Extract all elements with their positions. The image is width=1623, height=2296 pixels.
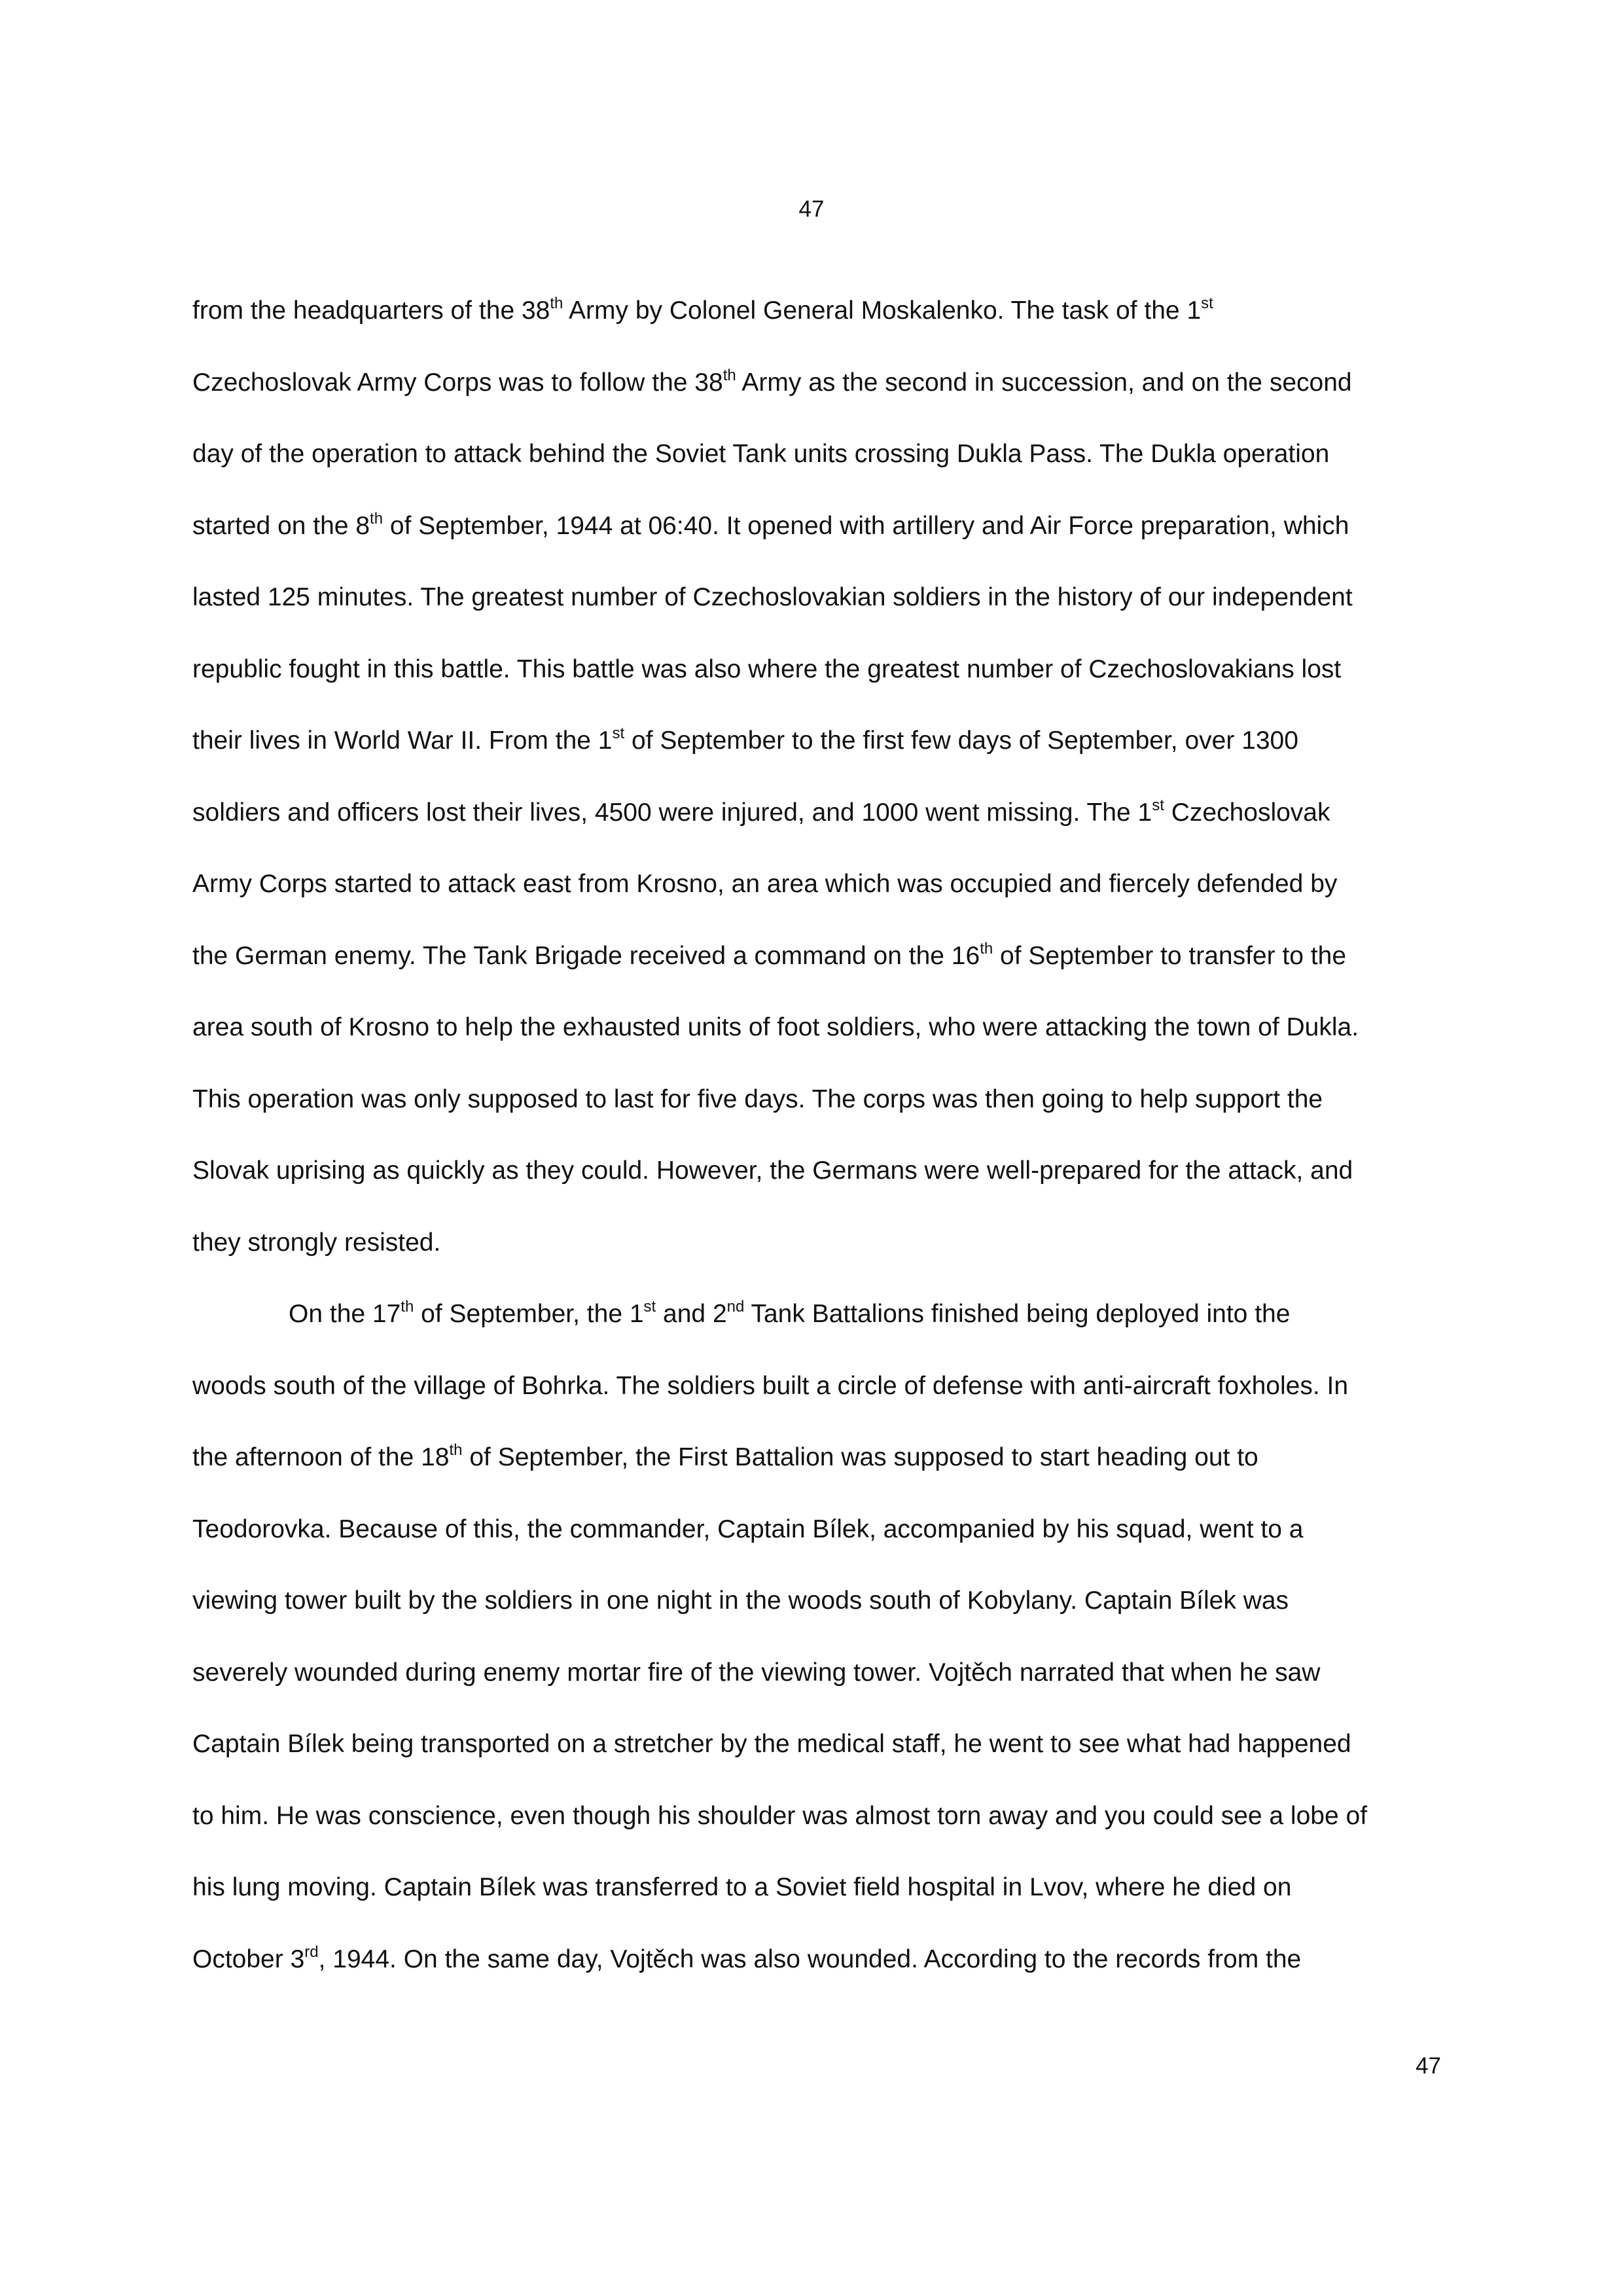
text-segment: Army by Colonel General Moskalenko. The task of the 1 [563,296,1202,325]
text-line [192,920,1455,992]
text-line [192,347,1455,419]
superscript: nd [726,1298,745,1316]
text-segment: of September, 1944 at 06:40. It opened with artillery and Air Force preparation, which [383,511,1349,540]
text-segment: This operation was only supposed to last for five days. The corps was then going to help support the [192,1085,1323,1113]
superscript: st [1152,796,1164,814]
text-line [192,1565,1455,1637]
text-line [192,1494,1455,1566]
page-number-bottom: 47 [1416,2053,1441,2079]
text-line [192,1064,1455,1136]
text-line [192,1135,1455,1207]
text-line [192,490,1455,562]
text-segment: and 2 [656,1300,727,1328]
text-segment: woods south of the village of Bohrka. The soldiers built a circle of defense with anti-aircraft foxholes. In [192,1371,1349,1400]
text-segment: Czechoslovak Army Corps was to follow the 38 [192,368,723,397]
text-line [192,1780,1455,1852]
text-line [192,562,1455,634]
text-segment: area south of Krosno to help the exhausted units of foot soldiers, who were attacking the town of Dukla. [192,1013,1359,1041]
superscript: th [401,1298,414,1316]
text-segment: the afternoon of the 18 [192,1443,450,1471]
text-segment: , 1944. On the same day, Vojtěch was also wounded. According to the records from the [318,1945,1302,1973]
text-line [192,1350,1455,1422]
text-segment: of September to the first few days of September, over 1300 [624,726,1298,755]
text-segment: they strongly resisted. [192,1228,441,1257]
superscript: st [1201,295,1213,312]
text-segment: Army as the second in succession, and on the second [736,368,1352,397]
text-line [192,1852,1455,1924]
text-line [192,418,1455,490]
superscript: th [370,509,383,528]
text-line [192,1278,1455,1350]
text-segment: On the 17 [289,1300,401,1328]
text-segment: the German enemy. The Tank Brigade received a command on the 16 [192,941,980,970]
superscript: st [612,725,625,742]
superscript: th [449,1441,463,1459]
text-segment: started on the 8 [192,511,370,540]
text-segment: Army Corps started to attack east from Krosno, an area which was occupied and fiercely defended by [192,870,1338,898]
text-line [192,777,1455,849]
text-segment: their lives in World War II. From the 1 [192,726,613,755]
text-segment: of September, the 1 [414,1300,644,1328]
text-segment: republic fought in this battle. This battle was also where the greatest number of Czechoslovakians lost [192,655,1342,683]
superscript: th [980,939,993,958]
text-segment: severely wounded during enemy mortar fire of the viewing tower. Vojtěch narrated that when he saw [192,1658,1321,1687]
text-line [192,275,1455,347]
text-segment: viewing tower built by the soldiers in one night in the woods south of Kobylany. Captain Bílek was [192,1587,1289,1615]
page-number-top: 47 [798,196,825,222]
text-segment: October 3 [192,1945,305,1973]
text-line [192,848,1455,920]
text-segment: Teodorovka. Because of this, the commander, Captain Bílek, accompanied by his squad, went to a [192,1515,1304,1543]
text-segment: soldiers and officers lost their lives, 4500 were injured, and 1000 went missing. The 1 [192,798,1152,827]
text-line [192,1708,1455,1780]
body-text [192,275,1455,1995]
superscript: rd [304,1943,319,1961]
superscript: th [550,295,563,312]
text-segment: Slovak uprising as quickly as they could. However, the Germans were well-prepared for the attack, and [192,1157,1353,1185]
superscript: st [643,1298,656,1316]
text-line [192,1422,1455,1494]
text-segment: Czechoslovak [1164,798,1330,827]
text-segment: his lung moving. Captain Bílek was transferred to a Soviet field hospital in Lvov, where he died on [192,1873,1292,1901]
text-segment: lasted 125 minutes. The greatest number of Czechoslovakian soldiers in the history of our independent [192,583,1353,611]
text-line [192,1207,1455,1279]
text-line [192,1637,1455,1709]
text-segment: day of the operation to attack behind the Soviet Tank units crossing Dukla Pass. The Dukla operation [192,440,1330,468]
text-line [192,705,1455,777]
text-segment: from the headquarters of the 38 [192,296,550,325]
text-segment: to him. He was conscience, even though his shoulder was almost torn away and you could see a lobe of [192,1801,1368,1830]
superscript: th [722,366,736,384]
text-line [192,992,1455,1064]
text-segment: Captain Bílek being transported on a stretcher by the medical staff, he went to see what had happened [192,1730,1351,1758]
text-line [192,1924,1455,1996]
text-segment: Tank Battalions finished being deployed into the [744,1300,1291,1328]
text-segment: of September, the First Battalion was supposed to start heading out to [462,1443,1258,1471]
text-line [192,634,1455,706]
text-segment: of September to transfer to the [993,941,1347,970]
